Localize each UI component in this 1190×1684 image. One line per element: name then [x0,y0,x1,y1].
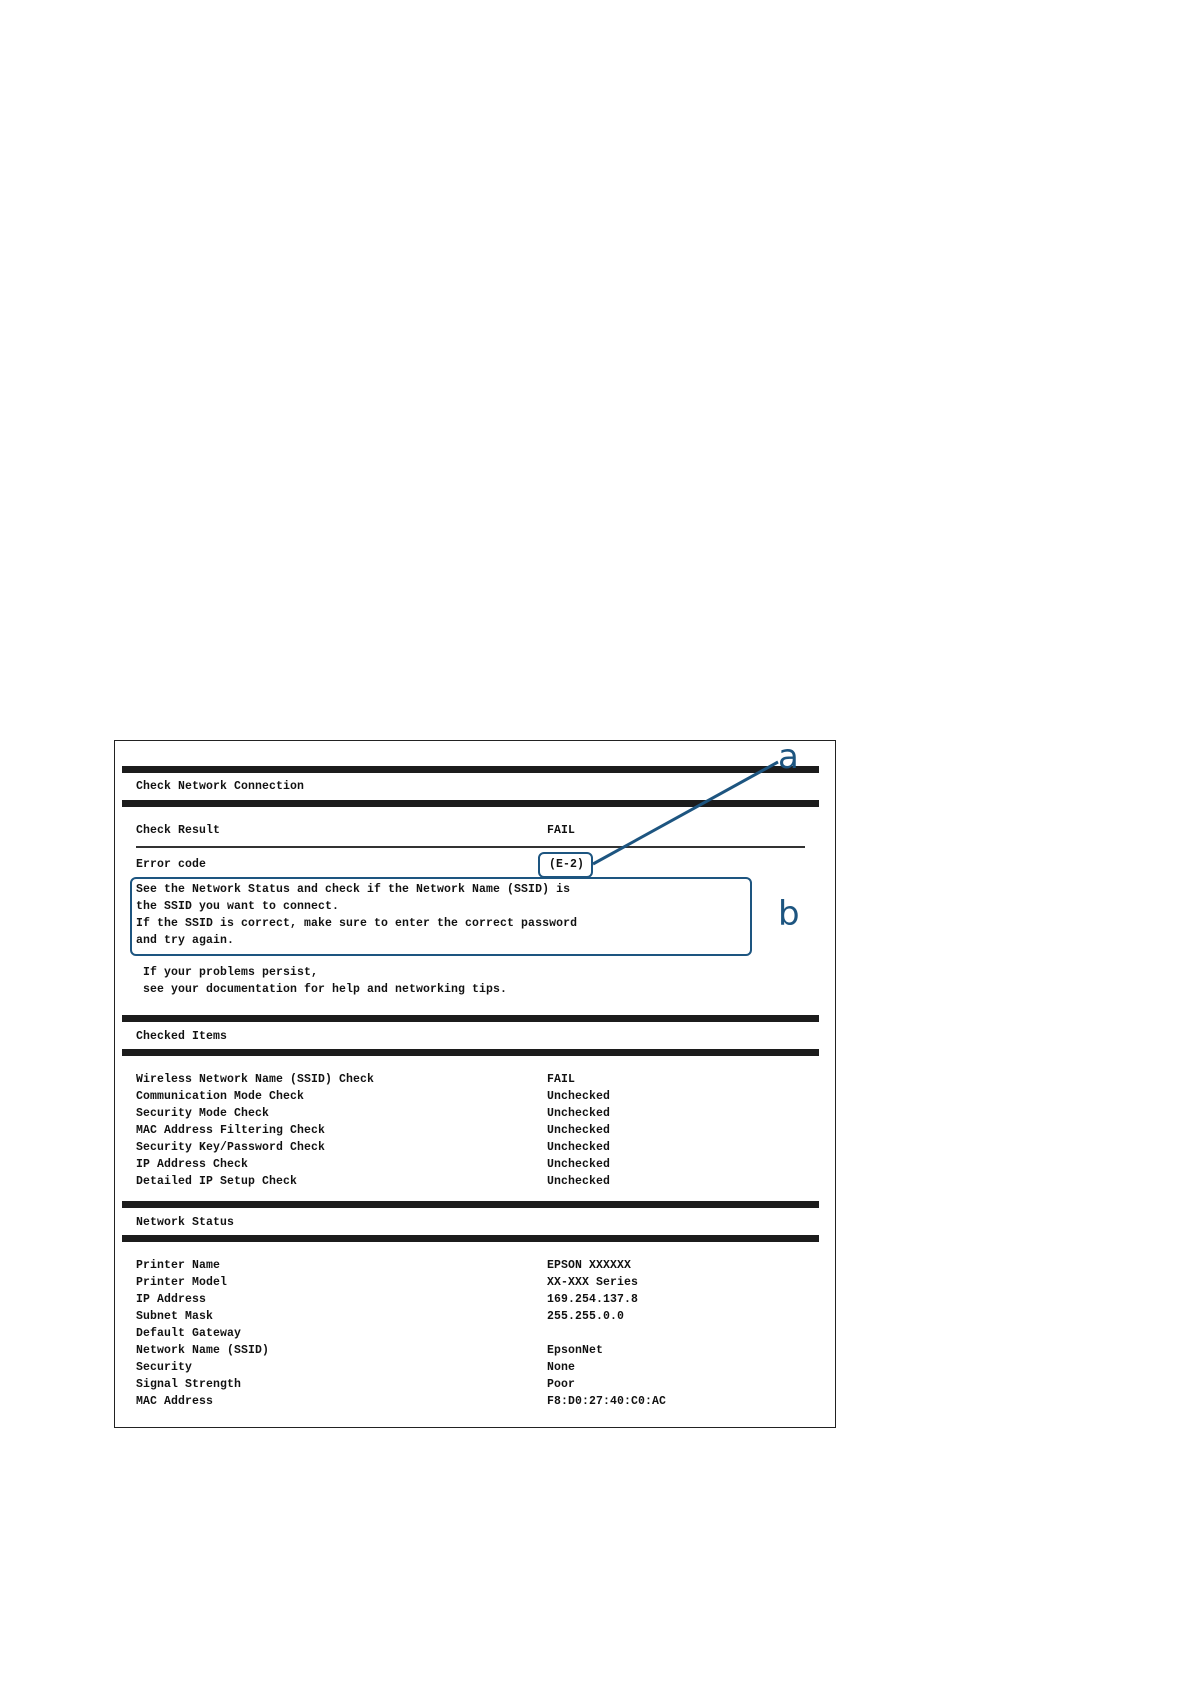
status-item-value: XX-XXX Series [547,1276,639,1289]
checked-items-heading: Checked Items [136,1030,228,1043]
status-item-label: MAC Address [136,1395,214,1408]
status-item-label: IP Address [136,1293,207,1306]
report-title: Check Network Connection [136,780,305,793]
callout-label-b: b [778,894,800,934]
callout-box-a [538,852,593,878]
message-line: If the SSID is correct, make sure to enter the correct password [136,917,578,930]
message-line: the SSID you want to connect. [136,900,340,913]
checked-item-value: Unchecked [547,1141,611,1154]
checked-item-value: Unchecked [547,1158,611,1171]
checked-item-value: Unchecked [547,1107,611,1120]
checked-item-value: Unchecked [547,1124,611,1137]
callout-box-b [130,877,752,956]
status-item-value: F8:D0:27:40:C0:AC [547,1395,667,1408]
status-item-label: Printer Name [136,1259,221,1272]
rule-status-top [122,1201,819,1208]
rule-status-bottom [122,1235,819,1242]
status-item-value: 169.254.137.8 [547,1293,639,1306]
checked-item-label: IP Address Check [136,1158,249,1171]
error-code-label: Error code [136,858,207,871]
network-status-heading: Network Status [136,1216,235,1229]
status-item-label: Signal Strength [136,1378,242,1391]
checked-item-label: Communication Mode Check [136,1090,305,1103]
persist-line: If your problems persist, [136,966,319,979]
message-line: and try again. [136,934,235,947]
status-item-label: Default Gateway [136,1327,242,1340]
rule-checked-bottom [122,1049,819,1056]
checked-item-label: Security Key/Password Check [136,1141,326,1154]
checked-item-label: Wireless Network Name (SSID) Check [136,1073,375,1086]
rule-top [122,766,819,773]
rule-title-bottom [122,800,819,807]
checked-item-value: Unchecked [547,1175,611,1188]
status-item-label: Printer Model [136,1276,228,1289]
status-item-value: Poor [547,1378,576,1391]
message-line: See the Network Status and check if the Network Name (SSID) is [136,883,571,896]
status-item-label: Security [136,1361,193,1374]
persist-line: see your documentation for help and networking tips. [136,983,508,996]
check-result-label: Check Result [136,824,221,837]
checked-item-label: MAC Address Filtering Check [136,1124,326,1137]
callout-label-a: a [778,737,799,777]
status-item-value: None [547,1361,576,1374]
check-result-value: FAIL [547,824,576,837]
checked-item-label: Security Mode Check [136,1107,270,1120]
rule-check-result [136,846,805,848]
status-item-label: Network Name (SSID) [136,1344,270,1357]
checked-item-label: Detailed IP Setup Check [136,1175,298,1188]
status-item-label: Subnet Mask [136,1310,214,1323]
status-item-value: EpsonNet [547,1344,604,1357]
status-item-value: 255.255.0.0 [547,1310,625,1323]
checked-item-value: Unchecked [547,1090,611,1103]
checked-item-value: FAIL [547,1073,576,1086]
rule-checked-top [122,1015,819,1022]
status-item-value: EPSON XXXXXX [547,1259,632,1272]
error-code-value: (E-2) [549,858,585,871]
